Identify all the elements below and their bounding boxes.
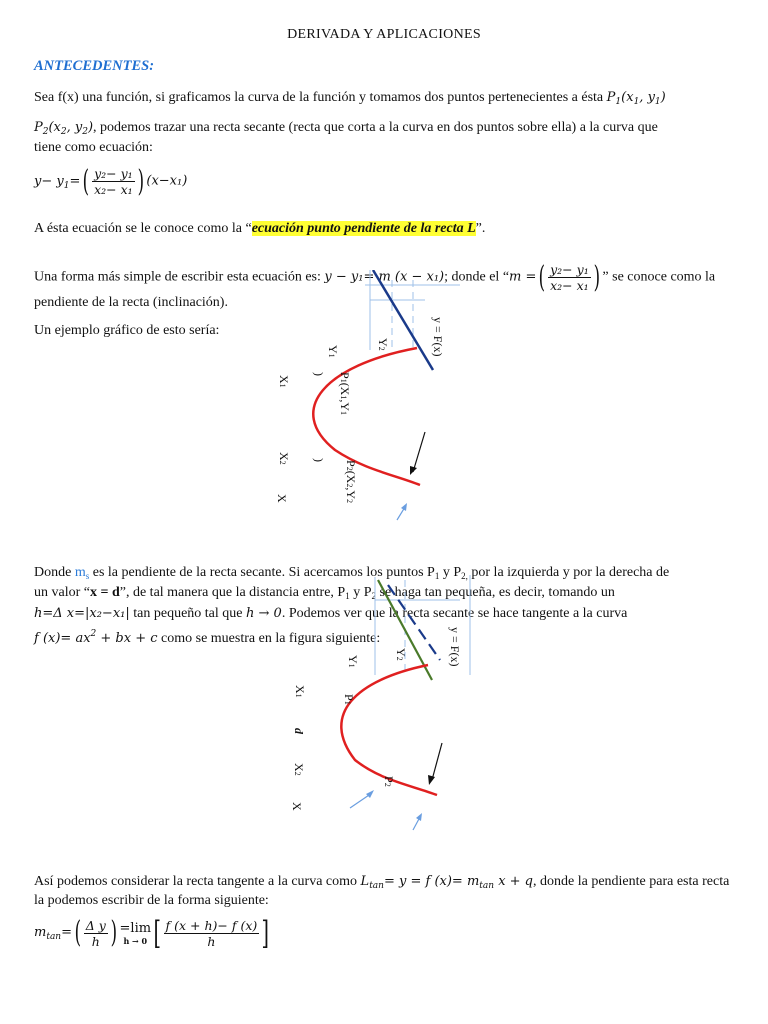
delta-fraction: $\frac{\text{Δ y}}{h}$ [85,917,106,949]
label-x1: X1 [293,685,307,698]
arrow-pointer [413,432,425,472]
paragraph-slope: Una forma más simple de escribir esta ecuación es: y − y₁= m (x − x₁); donde el “m =( $\frac{\text{y₂− y₁}}{\text{x₂− x₁}}$ ) ” se conoce como la [34,259,716,295]
eq1-rhs: (x−x₁) [146,173,188,189]
eq1-lhs: $y- y_1=$ [34,173,81,191]
paragraph-intro [34,90,666,107]
highlight-equation-name: ecuación punto pendiente de la recta L [251,221,476,236]
label-x1: X1 [277,375,291,388]
label-paren: ) [312,458,326,462]
point-p1: $P_1(x_1$, $y_1$) [606,90,666,107]
arrow-head [428,775,435,785]
arrow-head-blue [416,813,422,821]
equation-point-slope: $y- y_1=$( $\frac{\text{y₂− y₁}}{\text{x₂− x₁}}$ ) (x−x₁) [34,163,188,199]
eq1-fraction: $\frac{\text{y₂− y₁}}{\text{x₂− x₁}}$ [94,166,133,197]
label-p1: P1(X1,Y1 [338,372,352,416]
paragraph-limit-4: f $(x)= ax^2$ + bx + c como se muestra en la figura siguiente: [34,629,381,646]
function-label: y = F(x) [448,627,462,667]
point-p2: $P_2(x_2$, $y_2$) [34,120,94,137]
figure-secant [265,270,480,540]
label-y1: Y1 [326,345,340,358]
label-x2: X2 [277,452,291,465]
label-x2: X2 [292,763,306,776]
label-y2: Y2 [394,648,408,661]
function-label: y = F(x) [431,317,445,357]
example-intro: Un ejemplo gráfico de esto sería: [34,323,220,338]
arrow-head [410,466,417,475]
arrow-pointer [432,743,442,780]
paragraph-name: A ésta ecuación se le conoce como la “ecuación punto pendiente de la recta L”. [34,221,486,236]
label-paren: ) [312,372,326,376]
paragraph-tangent-2: la podemos escribir de la forma siguiente: [34,893,269,908]
curve [313,348,420,485]
section-heading: ANTECEDENTES: [34,58,155,74]
label-x: X [290,802,304,811]
intro-text: Sea f(x) una función, si graficamos la curva de la función y tomamos dos puntos pertenecientes a ésta [34,90,604,105]
slope-fraction: $\frac{\text{y₂− y₁}}{\text{x₂− x₁}}$ [550,262,589,293]
arrow-head-blue [401,503,407,511]
figure-tangent [280,575,480,835]
label-p2: P2(X2,Y2 [344,460,358,504]
paragraph-limit: Donde $m_s$ es la pendiente de la recta secante. Si acercamos los puntos $P_1$ y $P_{2,}$ por la izquierda y por la derecha de [34,565,670,581]
label-y1: Y1 [346,655,360,668]
label-y2: Y2 [376,338,390,351]
label-p2: P2 [382,776,396,787]
difference-quotient: $\frac{f (x + h)- f (x)}{h}$ [165,917,258,949]
paragraph-secant [34,120,658,137]
paragraph-limit-3: h=Δ x=|x₂−x₁| tan pequeño tal que h → 0. Podemos ver que la recta secante se hace tangente a la curva [34,606,628,621]
paragraph-tangent: Así podemos considerar la recta tangente a la curva como $L_{tan}= y = f$ $(x)= m_{tan}$ x + q, donde la pendiente para esta recta [34,874,730,891]
slope-text-cont: pendiente de la recta (inclinación). [34,295,228,310]
eq-simple: y − y₁= m (x − x₁) [324,269,445,285]
label-d: d [292,728,306,734]
secant-text-cont: tiene como ecuación: [34,140,153,155]
tangent-equation: $L_{tan}= y = f$ $(x)= m_{tan}$ x + q [360,874,534,891]
label-p1: P1 [342,694,356,705]
slope-ms: $m_s$ [74,565,90,581]
paragraph-limit-2: un valor “x = d”, de tal manera que la distancia entre, $P_1$ y $P_2$ se haga tan pequeña, es decir, tomando un [34,585,615,601]
secant-text: , podemos trazar una recta secante (recta que corta a la curva en dos puntos sobre ella) a la curva que [93,120,658,135]
label-x: X [275,494,289,503]
limit-operator: =lim h → 0 [119,920,152,946]
page-title: DERIVADA Y APLICACIONES [287,27,481,42]
m-tan: $m_{tan}$ [34,925,62,943]
equation-derivative: $m_{tan}=$( $\frac{\text{Δ y}}{h}$ ) =lim h → 0 [ $\frac{f (x + h)- f (x)}{h}$ ] [34,914,270,952]
